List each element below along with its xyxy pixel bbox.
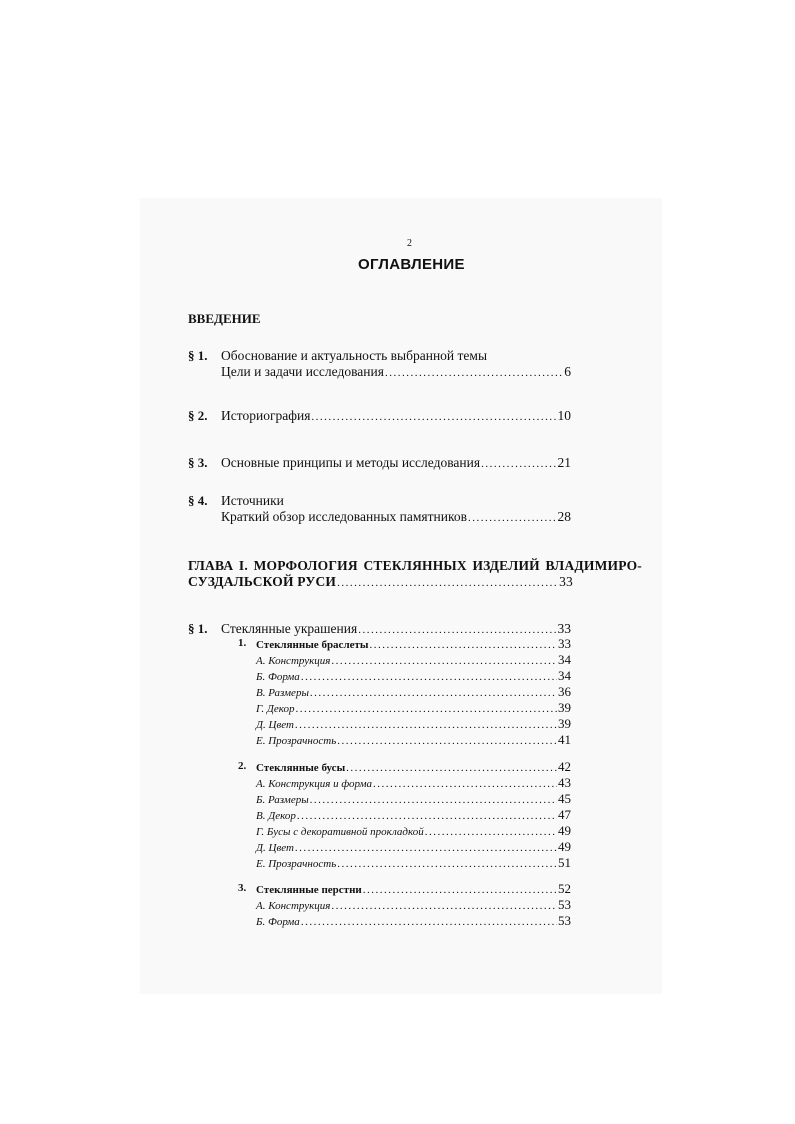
toc-entry[interactable] bbox=[256, 636, 571, 652]
toc-entry-label: В. Декор bbox=[256, 810, 296, 822]
toc-entry-page: 33 bbox=[557, 621, 571, 636]
section-number: § 1. bbox=[188, 621, 208, 636]
toc-entry[interactable] bbox=[256, 913, 571, 929]
toc-entry[interactable] bbox=[221, 509, 571, 525]
toc-entry-page: 10 bbox=[557, 408, 571, 423]
leader-dots bbox=[310, 794, 557, 806]
toc-entry[interactable] bbox=[221, 408, 571, 424]
intro-section-number: § 4. bbox=[188, 493, 208, 508]
toc-entry-page: 53 bbox=[558, 913, 571, 928]
toc-entry[interactable] bbox=[256, 668, 571, 684]
intro-section-heading: Обоснование и актуальность выбранной темы bbox=[221, 348, 488, 363]
toc-entry-label: Б. Форма bbox=[256, 671, 300, 683]
toc-entry[interactable] bbox=[256, 775, 571, 791]
leader-dots bbox=[358, 624, 556, 636]
toc-entry-label: А. Конструкция и форма bbox=[256, 778, 373, 790]
toc-entry[interactable] bbox=[221, 364, 571, 380]
leader-dots bbox=[363, 884, 557, 896]
toc-entry-label: Г. Декор bbox=[256, 703, 295, 715]
toc-entry-label: Е. Прозрачность bbox=[256, 735, 337, 747]
toc-entry[interactable] bbox=[256, 732, 571, 748]
intro-section-heading: Источники bbox=[221, 493, 284, 508]
toc-entry-label: А. Конструкция bbox=[256, 655, 331, 667]
leader-dots bbox=[310, 687, 557, 699]
toc-entry-page: 45 bbox=[558, 791, 571, 806]
toc-entry-page: 53 bbox=[558, 897, 571, 912]
toc-entry[interactable] bbox=[256, 855, 571, 871]
toc-entry-label: Стеклянные перстни bbox=[256, 884, 362, 896]
toc-entry-page: 41 bbox=[558, 732, 571, 747]
toc-entry-page: 52 bbox=[558, 881, 571, 896]
toc-entry[interactable] bbox=[256, 823, 571, 839]
page-number: 2 bbox=[407, 238, 412, 249]
group-number: 1. bbox=[238, 637, 247, 649]
toc-entry-page: 33 bbox=[559, 574, 573, 589]
toc-entry-label: Д. Цвет bbox=[256, 719, 294, 731]
toc-entry-label: А. Конструкция bbox=[256, 900, 331, 912]
leader-dots bbox=[370, 639, 558, 651]
leader-dots bbox=[337, 735, 557, 747]
toc-entry[interactable] bbox=[256, 759, 571, 775]
toc-entry bbox=[188, 574, 573, 590]
leader-dots bbox=[468, 512, 557, 524]
toc-entry-label: Основные принципы и методы исследования bbox=[221, 455, 481, 470]
leader-dots bbox=[295, 719, 557, 731]
toc-entry-label: Стеклянные украшения bbox=[221, 621, 358, 636]
leader-dots bbox=[481, 458, 556, 470]
toc-entry-page: 51 bbox=[558, 855, 571, 870]
toc-entry-label: Стеклянные бусы bbox=[256, 762, 346, 774]
leader-dots bbox=[373, 778, 557, 790]
intro-section-number: § 3. bbox=[188, 455, 208, 470]
chapter-title-line: ГЛАВА I. МОРФОЛОГИЯ СТЕКЛЯННЫХ ИЗДЕЛИЙ ВЛАДИМИРО- bbox=[188, 558, 642, 573]
toc-entry-page: 28 bbox=[557, 509, 571, 524]
toc-entry-page: 6 bbox=[564, 364, 571, 379]
intro-heading: ВВЕДЕНИЕ bbox=[188, 311, 261, 326]
toc-entry[interactable] bbox=[256, 791, 571, 807]
toc-entry[interactable] bbox=[256, 716, 571, 732]
intro-section-number: § 1. bbox=[188, 348, 208, 363]
toc-entry-page: 21 bbox=[557, 455, 571, 470]
toc-entry-page: 49 bbox=[558, 823, 571, 838]
toc-entry[interactable] bbox=[256, 684, 571, 700]
chapter-title-line: СУЗДАЛЬСКОЙ РУСИ bbox=[188, 574, 337, 589]
toc-entry[interactable] bbox=[221, 455, 571, 471]
toc-entry-label: Б. Форма bbox=[256, 916, 300, 928]
leader-dots bbox=[385, 367, 563, 379]
toc-entry-label: Е. Прозрачность bbox=[256, 858, 337, 870]
leader-dots bbox=[425, 826, 557, 838]
toc-entry-page: 43 bbox=[558, 775, 571, 790]
toc-entry-label: Стеклянные браслеты bbox=[256, 639, 369, 651]
intro-section-number: § 2. bbox=[188, 408, 208, 423]
leader-dots bbox=[301, 671, 557, 683]
toc-entry-label: Историография bbox=[221, 408, 311, 423]
leader-dots bbox=[337, 858, 557, 870]
toc-entry[interactable] bbox=[256, 700, 571, 716]
toc-entry-page: 36 bbox=[558, 684, 571, 699]
toc-entry-page: 42 bbox=[558, 759, 571, 774]
group-number: 3. bbox=[238, 882, 247, 894]
leader-dots bbox=[331, 655, 557, 667]
toc-entry-label: Цели и задачи исследования bbox=[221, 364, 384, 379]
toc-entry-label: В. Размеры bbox=[256, 687, 309, 699]
leader-dots bbox=[346, 762, 557, 774]
toc-entry-page: 33 bbox=[558, 636, 571, 651]
toc-entry[interactable] bbox=[256, 839, 571, 855]
toc-entry-label: Г. Бусы с декоративной прокладкой bbox=[256, 826, 424, 838]
leader-dots bbox=[296, 703, 557, 715]
toc-entry-page: 49 bbox=[558, 839, 571, 854]
toc-entry-page: 34 bbox=[558, 652, 571, 667]
chapter-heading[interactable] bbox=[188, 558, 642, 590]
leader-dots bbox=[331, 900, 557, 912]
leader-dots bbox=[295, 842, 557, 854]
leader-dots bbox=[337, 577, 558, 589]
toc-entry-page: 39 bbox=[558, 716, 571, 731]
toc-entry-page: 34 bbox=[558, 668, 571, 683]
leader-dots bbox=[297, 810, 557, 822]
toc-entry[interactable] bbox=[256, 897, 571, 913]
toc-entry[interactable] bbox=[256, 652, 571, 668]
toc-entry-label: Краткий обзор исследованных памятников bbox=[221, 509, 467, 524]
toc-entry-label: Б. Размеры bbox=[256, 794, 309, 806]
leader-dots bbox=[311, 411, 556, 423]
leader-dots bbox=[301, 916, 557, 928]
toc-entry[interactable] bbox=[221, 621, 571, 637]
toc-entry-label: Д. Цвет bbox=[256, 842, 294, 854]
toc-entry[interactable] bbox=[256, 881, 571, 897]
toc-entry-page: 47 bbox=[558, 807, 571, 822]
toc-entry[interactable] bbox=[256, 807, 571, 823]
group-number: 2. bbox=[238, 760, 247, 772]
toc-entry-page: 39 bbox=[558, 700, 571, 715]
page-title: ОГЛАВЛЕНИЕ bbox=[358, 256, 465, 273]
